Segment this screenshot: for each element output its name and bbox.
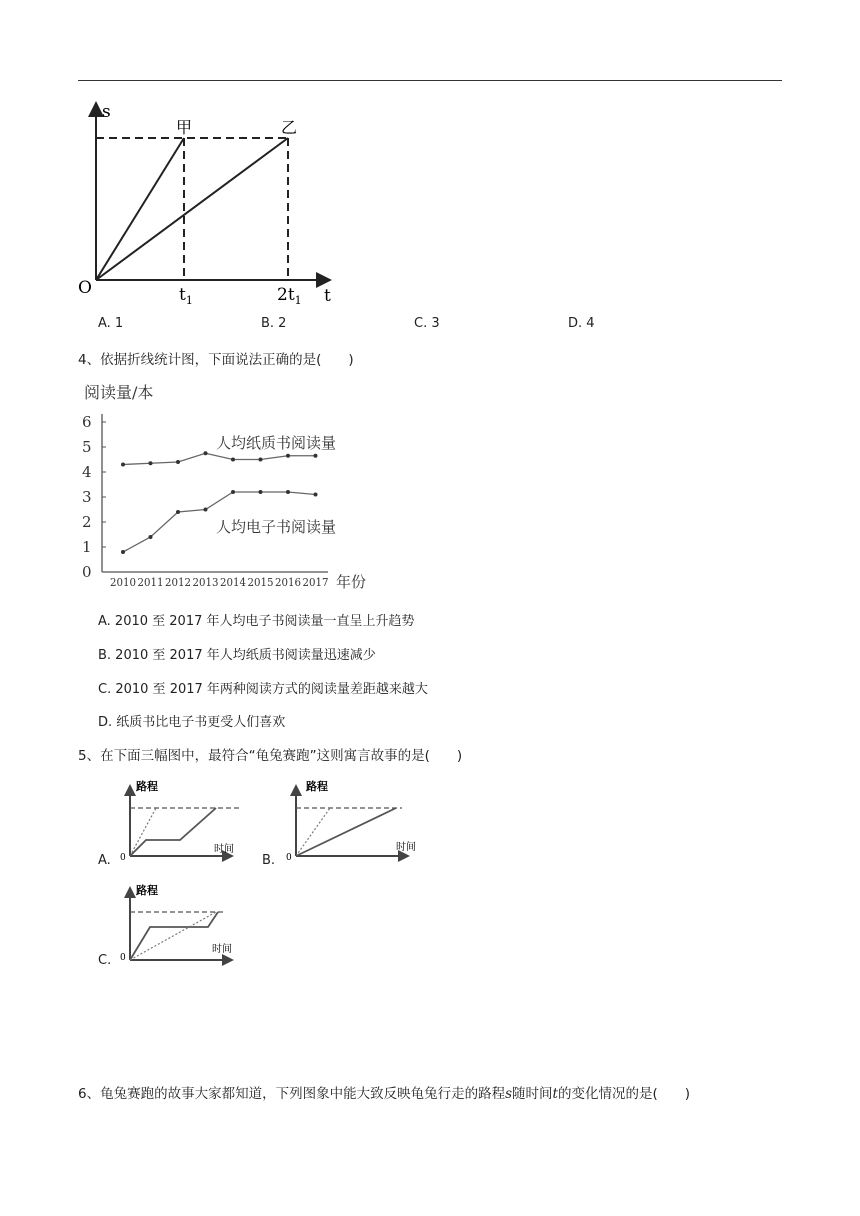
q3-line-a-label: 甲 [176,118,193,137]
chart-point [121,463,125,467]
svg-text:时间: 时间 [214,844,234,855]
chart-y-tick-label: 0 [82,563,92,581]
series-label-paper: 人均纸质书阅读量 [216,434,337,452]
q3-line-a [96,138,184,280]
svg-text:0: 0 [120,853,126,863]
chart-x-tick-label: 2014 [220,576,246,589]
q6-question: 6、龟兔赛跑的故事大家都知道，下列图象中能大致反映龟兔行走的路程s随时间t的变化情况的是( ) [78,1086,691,1102]
chart-point [259,490,263,494]
q3-line-b-label: 乙 [281,118,298,137]
svg-text:时间: 时间 [396,842,416,853]
chart-point [149,461,153,465]
q4-line-chart [78,382,378,592]
chart-x-tick-label: 2011 [137,576,164,589]
q5-graph-a [96,778,236,868]
chart-point [204,451,208,455]
q4-option-b[interactable]: B. 2010 至 2017 年人均纸质书阅读量迅速减少 [98,648,376,663]
svg-text:0: 0 [286,853,292,863]
chart-point [314,454,318,458]
chart-y-tick-label: 4 [82,463,92,481]
chart-y-tick-label: 6 [82,413,92,431]
chart-point [286,454,290,458]
q3-option-b[interactable]: B. 2 [261,316,287,331]
q5-graph-c [96,880,246,970]
chart-y-tick-label: 2 [82,513,92,531]
chart-ylabel: 阅读量/本 [84,383,154,402]
chart-point [231,490,235,494]
chart-point [286,490,290,494]
q5-graph-b [262,778,416,868]
chart-point [176,460,180,464]
svg-text:路程: 路程 [306,780,328,793]
q5b-tortoise-line [296,808,396,856]
chart-y-tick-label: 1 [82,538,92,556]
svg-text:路程: 路程 [136,780,158,793]
page-top-rule [78,80,782,81]
q5c-tortoise-line [130,912,216,960]
svg-text:0: 0 [120,953,126,963]
q5a-hare-line [130,808,156,856]
q5-label-c[interactable]: C. [98,953,112,968]
q3-y-label: s [102,102,111,122]
q5a-tortoise-line [130,808,216,856]
chart-point [176,510,180,514]
q3-st-graph [78,95,338,305]
chart-x-tick-label: 2017 [302,576,329,589]
q3-x-label: t [324,286,331,306]
q3-tick-t1: $t_1$ [179,285,193,307]
q5c-hare-line [130,912,218,960]
q3-option-d[interactable]: D. 4 [568,316,595,331]
q3-option-c[interactable]: C. 3 [414,316,440,331]
chart-x-tick-label: 2013 [192,576,219,589]
q5-question: 5、在下面三幅图中，最符合“龟兔赛跑”这则寓言故事的是( ) [78,748,463,764]
series-label-ebook: 人均电子书阅读量 [216,518,337,536]
chart-point [314,493,318,497]
chart-point [149,535,153,539]
q3-origin-label: O [78,278,92,298]
chart-point [204,508,208,512]
chart-point [231,458,235,462]
chart-point [121,550,125,554]
q5-label-b[interactable]: B. [262,853,276,868]
q4-question: 4、依据折线统计图，下面说法正确的是( ) [78,352,354,368]
chart-y-tick-label: 5 [82,438,92,456]
chart-xlabel: 年份 [336,573,367,591]
svg-text:路程: 路程 [136,884,158,897]
q3-line-b [96,138,288,280]
chart-point [259,458,263,462]
svg-text:时间: 时间 [212,944,232,955]
q3-option-a[interactable]: A. 1 [98,316,124,331]
q4-option-c[interactable]: C. 2010 至 2017 年两种阅读方式的阅读量差距越来越大 [98,682,428,697]
q3-tick-2t1: $2t_1$ [277,285,302,307]
chart-x-tick-label: 2012 [165,576,191,589]
q5-label-a[interactable]: A. [98,853,111,868]
chart-x-tick-label: 2016 [275,576,301,589]
q4-option-d[interactable]: D. 纸质书比电子书更受人们喜欢 [98,715,286,730]
q4-option-a[interactable]: A. 2010 至 2017 年人均电子书阅读量一直呈上升趋势 [98,614,415,629]
chart-x-tick-label: 2015 [247,576,274,589]
chart-x-tick-label: 2010 [110,576,136,589]
chart-y-tick-label: 3 [82,488,92,506]
